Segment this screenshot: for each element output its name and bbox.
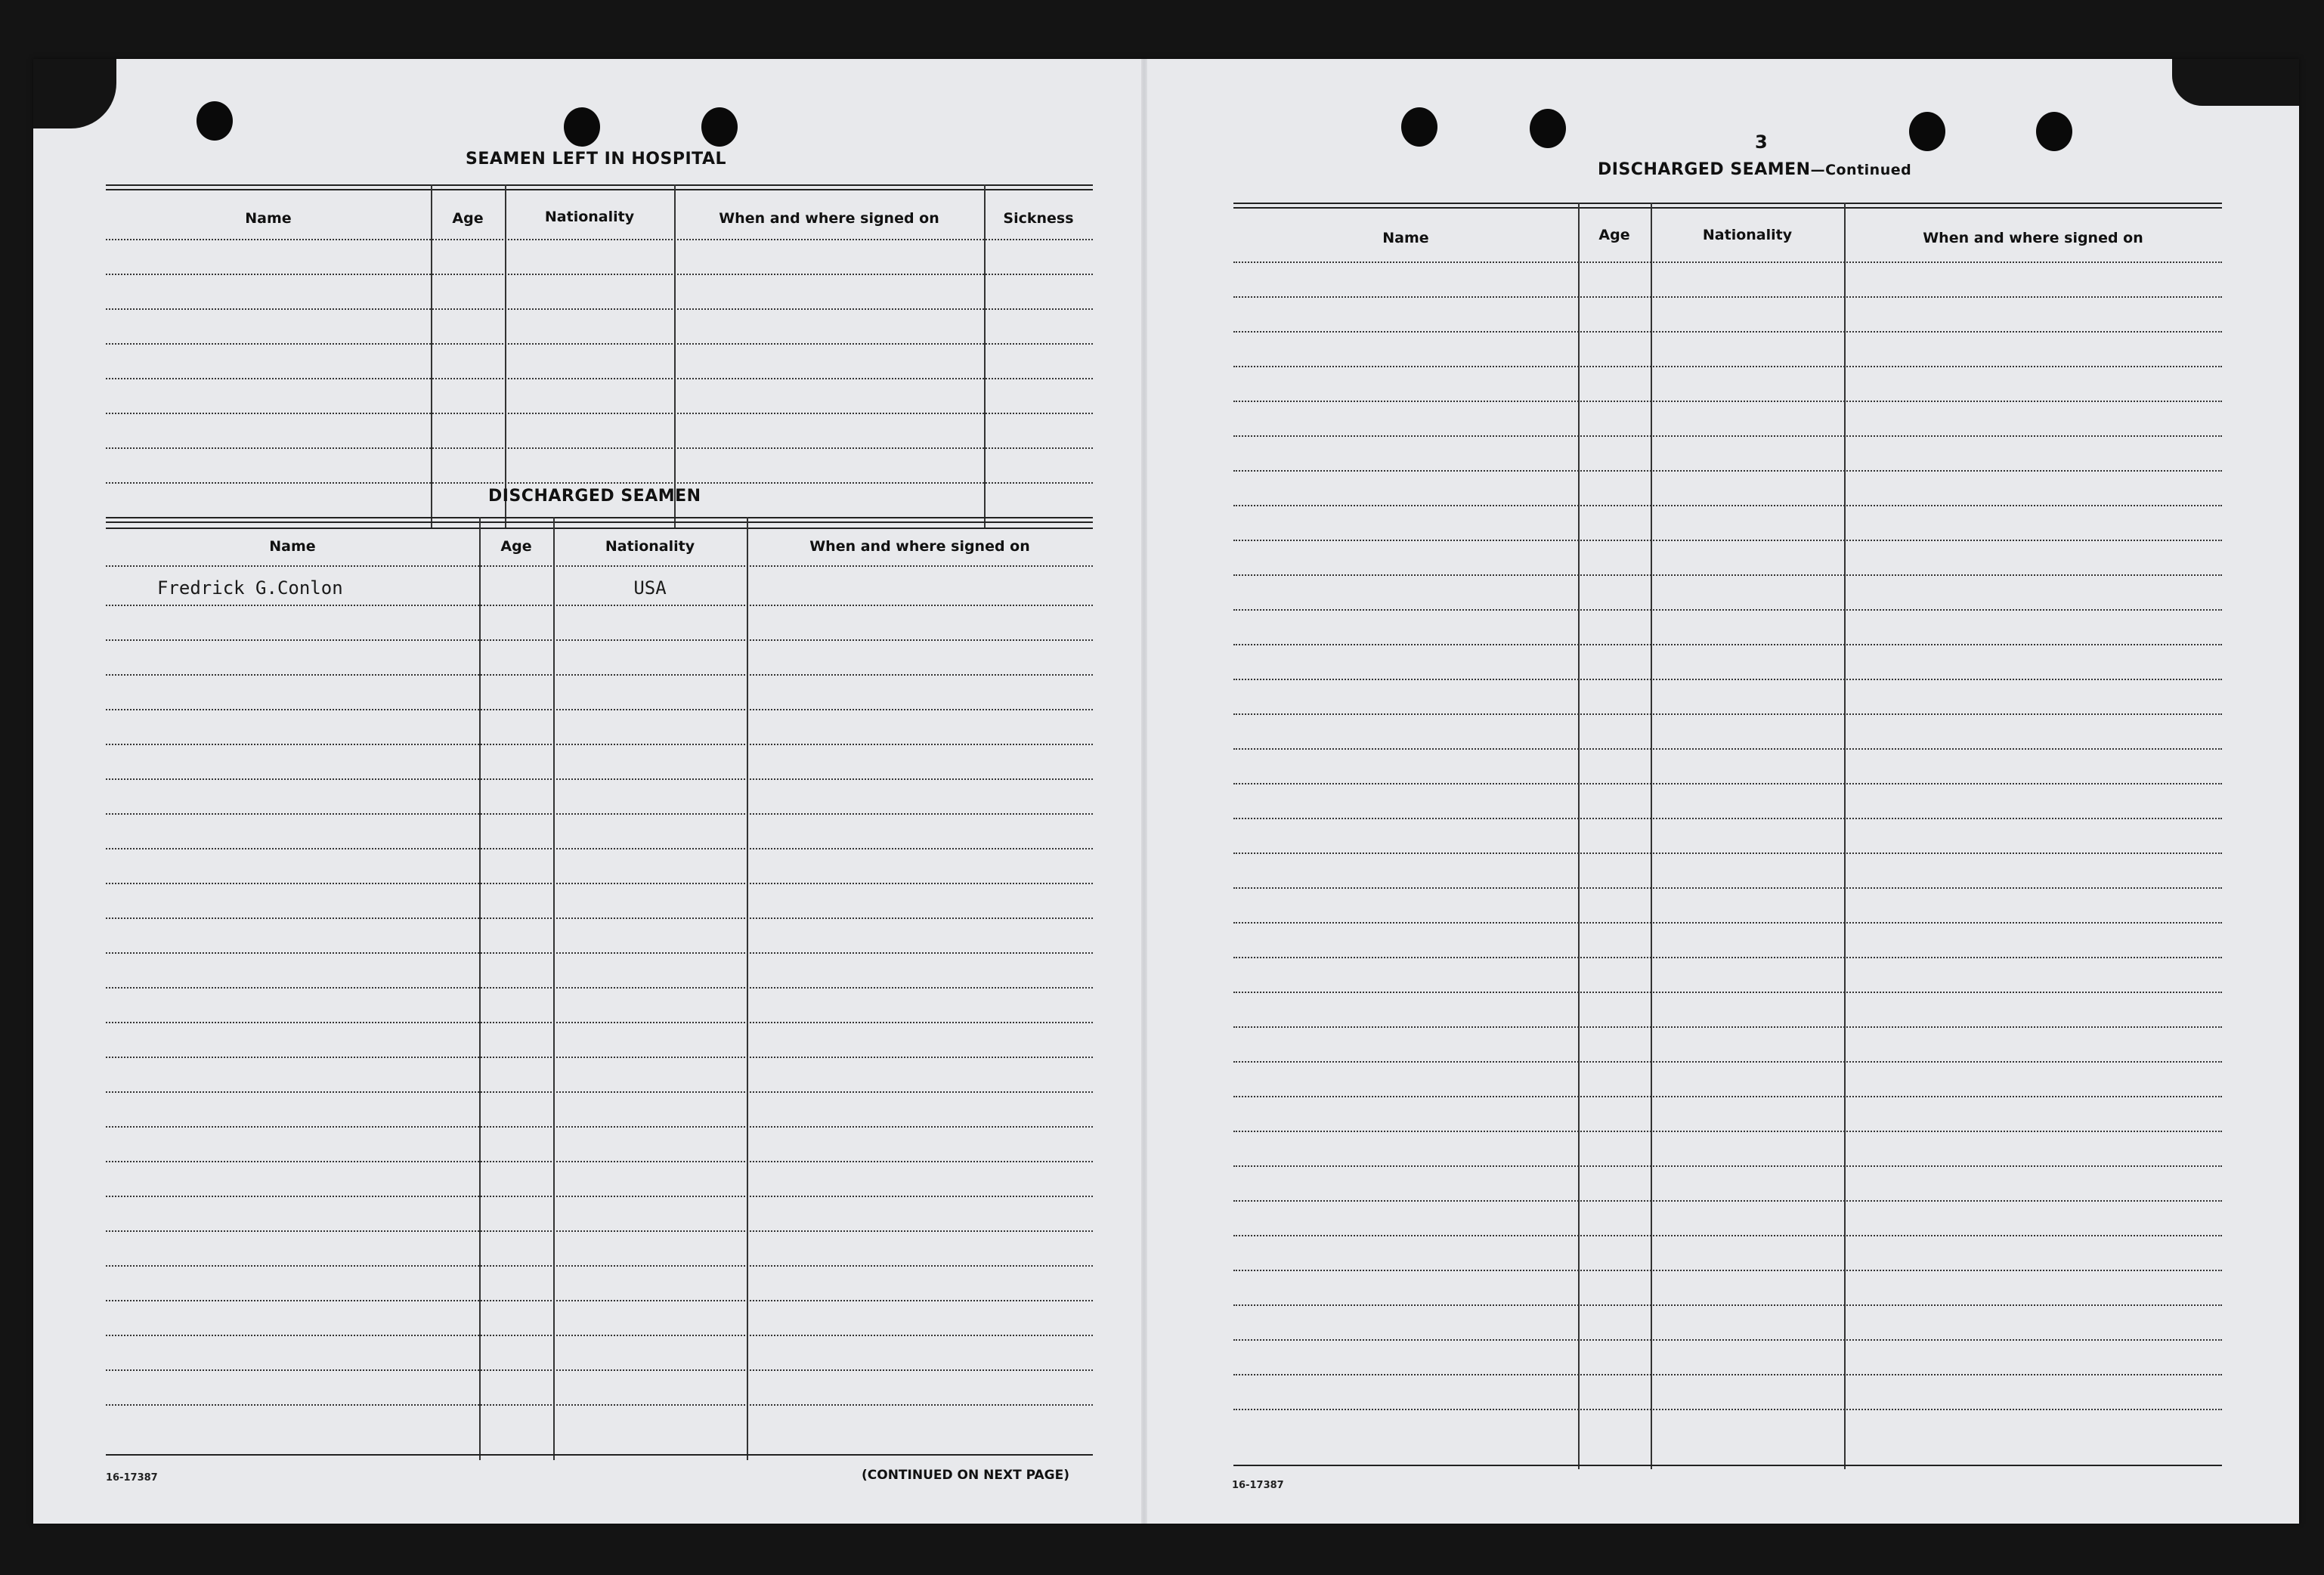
column-header: Nationality [1702, 227, 1793, 243]
column-header: Nationality [544, 209, 635, 225]
discharged-continued-title [1598, 160, 1911, 179]
left-page [33, 59, 1144, 1524]
column-header: Name [245, 210, 292, 227]
column-header: Nationality [605, 538, 695, 555]
page-number: 3 [1755, 132, 1768, 153]
form-number: 16-17387 [106, 1472, 158, 1484]
discharged-continued-table [1233, 203, 2222, 1469]
column-header: Age [452, 210, 484, 227]
column-header: Age [1598, 227, 1630, 243]
column-header: Name [269, 538, 316, 555]
discharged-table [106, 517, 1093, 1460]
form-number: 16-17387 [1232, 1480, 1284, 1491]
hospital-section-title: SEAMEN LEFT IN HOSPITAL [466, 150, 727, 169]
continued-note: (CONTINUED ON NEXT PAGE) [862, 1468, 1069, 1483]
document-sheet [33, 59, 2299, 1524]
discharged-section-title: DISCHARGED SEAMEN [488, 487, 701, 506]
right-page [1144, 59, 2299, 1524]
title-main: DISCHARGED SEAMEN [1598, 160, 1811, 179]
column-header: Sickness [1003, 210, 1074, 227]
title-continued: —Continued [1810, 162, 1912, 178]
discharged-name-cell: Fredrick G.Conlon [157, 577, 343, 599]
column-header: When and where signed on [1923, 230, 2143, 246]
column-header: Age [500, 538, 532, 555]
discharged-nationality-cell: USA [633, 577, 667, 599]
column-header: When and where signed on [809, 538, 1030, 555]
hospital-table [106, 184, 1093, 529]
column-header: When and where signed on [719, 210, 939, 227]
column-header: Name [1382, 230, 1429, 246]
